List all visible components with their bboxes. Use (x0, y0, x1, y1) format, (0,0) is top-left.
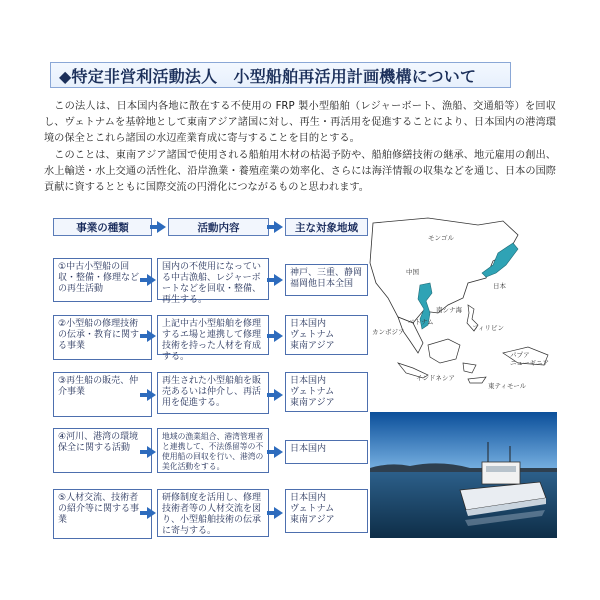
arrow-icon (274, 274, 283, 286)
map-label-china: 中国 (406, 268, 419, 276)
map-label-east-timor: 東ティモール (488, 382, 527, 390)
row-4-region: 日本国内 (285, 440, 368, 464)
row-2-region: 日本国内 ヴェトナム 東南アジア (285, 315, 368, 355)
map-label-south-china-sea: 南シナ海 (436, 306, 462, 314)
boat-photo (370, 412, 557, 538)
arrow-icon (147, 389, 156, 401)
row-2-category: ②小型船の修理技術の伝承・教育に関する事業 (53, 315, 152, 360)
row-4-category: ④河川、港湾の環境保全に関する活動 (53, 428, 152, 473)
row-1-region: 神戸、三重、静岡 福岡他日本全国 (285, 264, 368, 296)
arrow-icon (147, 274, 156, 286)
arrow-icon (274, 330, 283, 342)
row-4-content: 地域の漁業組合、港湾管理者と連携して、不法係留等の不使用船の回収を行い、港湾の美化活動をする。 (157, 428, 269, 473)
header-business-type: 事業の種類 (53, 218, 152, 236)
header-activity: 活動内容 (168, 218, 269, 236)
map-label-philippines: フィリピン (472, 324, 504, 332)
arrow-icon (274, 446, 283, 458)
arrow-icon (274, 221, 283, 233)
map-label-japan: 日本 (493, 282, 506, 290)
map-label-indonesia: インドネシア (416, 374, 455, 382)
intro-paragraph-2: このことは、東南アジア諸国で使用される船舶用木材の枯渇予防や、船舶修繕技術の継承、地元雇用の創出、水上輸送・水上交通の活性化、沿岸漁業・養殖産業の効率化、さらには海洋情報の収集などを通じ、日本の国際貢献に資するとともに国際交流の円滑化につながるものと思われます。 (44, 149, 556, 194)
map-label-vietnam: ベトナム (408, 318, 434, 326)
row-3-content: 再生された小型船舶を販売あるいは仲介し、再活用を促進する。 (157, 372, 269, 414)
page-title-text: ◆特定非営利活動法人 小型船舶再活用計画機構について (59, 66, 477, 86)
row-1-category: ①中古小型船の回収・整備・修理などの再生活動 (53, 258, 152, 302)
row-1-content: 国内の不使用になっている中古漁船、レジャーボートなどを回収・整備、再生する。 (157, 258, 269, 300)
row-5-content: 研修制度を活用し、修理技術者等の人材交流を図り、小型船舶技術の伝承に寄与する。 (157, 489, 269, 537)
row-3-region: 日本国内 ヴェトナム 東南アジア (285, 372, 368, 412)
asia-map (368, 213, 558, 393)
arrow-icon (274, 389, 283, 401)
map-label-mongolia: モンゴル (428, 234, 454, 242)
page-title (50, 62, 511, 88)
map-label-papua-new-guinea: パプア ニューギニア (510, 351, 549, 367)
map-label-cambodia: カンボジア (372, 328, 405, 336)
row-5-category: ⑤人材交流、技術者の紹介等に関する事業 (53, 489, 152, 539)
intro-text (44, 99, 556, 196)
boat-illustration (370, 412, 557, 538)
arrow-icon (147, 446, 156, 458)
arrow-icon (157, 221, 166, 233)
row-3-category: ③再生船の販売、仲介事業 (53, 372, 152, 417)
arrow-icon (274, 507, 283, 519)
header-region: 主な対象地域 (285, 218, 368, 236)
arrow-icon (147, 330, 156, 342)
intro-paragraph-1: この法人は、日本国内各地に散在する不使用の FRP 製小型船舶（レジャーボート、漁船、交通船等）を回収し、ヴェトナムを基幹地として東南アジア諸国に対し、再生・再活用を促進することにより、日本国内の港湾環境の保全とこれら諸国の水辺産業育成に寄与することを目的とする。 (44, 101, 556, 145)
arrow-icon (147, 507, 156, 519)
row-5-region: 日本国内 ヴェトナム 東南アジア (285, 489, 368, 533)
row-2-content: 上記中古小型船舶を修理するエ場と連携して修理技術を持った人材を育成する。 (157, 315, 269, 355)
